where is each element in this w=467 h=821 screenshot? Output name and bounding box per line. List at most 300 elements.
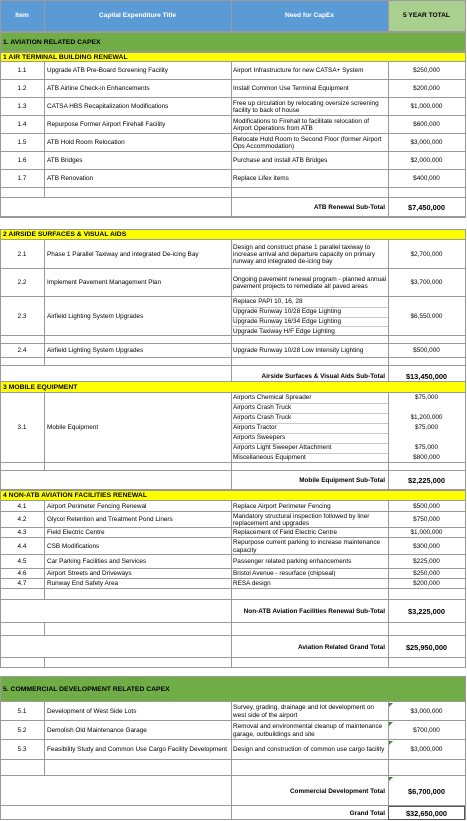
expenditure-title: [44, 80, 231, 98]
grid-line: [0, 676, 1, 702]
five-year-total-text: $3,000,000: [410, 139, 443, 147]
commercial-subtotal: [0, 776, 465, 806]
expenditure-title: [44, 393, 231, 463]
grid-line: [231, 538, 232, 555]
five-year-total-line: $800,000: [413, 454, 440, 462]
capex-need: [231, 269, 388, 297]
grid-line: [388, 269, 389, 297]
grid-line: [465, 98, 466, 116]
expenditure-title-text: Airfield Lighting System Upgrades: [47, 312, 144, 320]
five-year-total-line: $75,000: [414, 444, 439, 452]
grid-line: [231, 98, 232, 116]
grid-line: [0, 297, 1, 336]
item-number: [0, 269, 44, 297]
comment-marker: [389, 777, 393, 781]
grid-line: [0, 240, 1, 269]
expenditure-title: [44, 98, 231, 116]
grid-line: [388, 240, 389, 269]
grid-line: [0, 32, 1, 52]
grid-line: [231, 623, 232, 636]
section-aviation-band-label: 1. AVIATION RELATED CAPEX: [3, 38, 101, 46]
five-year-total-text: $400,000: [413, 175, 440, 183]
grid-line: [465, 358, 466, 366]
grid-line: [44, 512, 45, 528]
commercial-row: [0, 740, 465, 760]
airside-row: [0, 240, 465, 269]
grid-line: [231, 512, 232, 528]
grid-line: [44, 336, 45, 344]
grid-line: [231, 600, 232, 623]
five-year-total: [388, 80, 465, 98]
item-number: [0, 240, 44, 269]
grid-line: [388, 463, 389, 471]
grid-line: [231, 463, 232, 471]
grid-line: [465, 740, 466, 760]
expenditure-title: [44, 555, 231, 569]
grid-line: [44, 702, 45, 721]
grid-line: [231, 344, 232, 358]
atb-subtotal-value: $7,450,000: [408, 203, 445, 212]
capex-need: [231, 702, 388, 721]
grid-line: [465, 512, 466, 528]
grid-line: [465, 381, 466, 393]
header-total: [388, 0, 465, 32]
expenditure-title-text: Mobile Equipment: [47, 424, 99, 432]
grid-line: [465, 297, 466, 336]
expenditure-title: [44, 240, 231, 269]
grid-line: [465, 721, 466, 740]
group-airside-band-label: 2 AIRSIDE SURFACES & VISUAL AIDS: [3, 231, 127, 238]
airside-row-lighting: [0, 297, 465, 336]
grid-line: [231, 358, 232, 366]
grid-line: [388, 188, 389, 198]
grid-line: [388, 98, 389, 116]
grid-line: [388, 512, 389, 528]
grid-line: [44, 740, 45, 760]
grid-line: [465, 0, 466, 32]
capex-need-text: RESA design: [233, 580, 271, 588]
capex-need-line: Airports Tractor: [233, 424, 277, 432]
grid-line: [465, 52, 466, 62]
grid-line: [388, 623, 389, 636]
grid-line: [0, 702, 1, 721]
grid-line: [231, 297, 232, 336]
grid-line: [231, 740, 232, 760]
comment-marker: [389, 722, 393, 726]
item-number-text: 4.7: [17, 580, 27, 588]
five-year-total-line: $1,200,000: [410, 414, 443, 422]
grid-line: [465, 806, 466, 820]
five-year-total-text: $225,000: [413, 558, 440, 566]
item-number: [0, 116, 44, 134]
aviation-grand-total-label: Aviation Related Grand Total: [298, 643, 385, 651]
item-number-text: 1.3: [17, 103, 27, 111]
grid-line: [44, 0, 45, 32]
commercial-subtotal-label: Commercial Development Total: [289, 787, 385, 795]
grid-line: [44, 62, 45, 80]
header-total-text: 5 YEAR TOTAL: [403, 12, 450, 20]
grid-line: [388, 358, 389, 366]
grid-line: [465, 336, 466, 344]
grid-line: [231, 134, 232, 152]
five-year-total: [388, 269, 465, 297]
item-number-text: 4.5: [17, 558, 27, 566]
grid-line: [231, 501, 232, 512]
aviation-grand-total-value: $25,950,000: [405, 642, 448, 652]
grid-line: [388, 579, 389, 589]
grid-line: [0, 62, 1, 80]
grid-line: [0, 490, 1, 501]
item-number-text: 1.6: [17, 157, 27, 165]
capex-need: [231, 740, 388, 760]
item-number: [0, 702, 44, 721]
five-year-total-text: $250,000: [413, 67, 440, 75]
five-year-total-text: $700,000: [413, 726, 440, 734]
five-year-total: [388, 538, 465, 555]
capex-need-line: Miscellaneous Equipment: [233, 454, 306, 462]
grand-total-value: $32,650,000: [405, 808, 448, 818]
mobile-row: [0, 393, 465, 463]
item-number: [0, 170, 44, 188]
capex-need-text: Replace Airport Perimeter Fencing: [233, 502, 331, 510]
five-year-total-text: $500,000: [413, 347, 440, 355]
grid-line: [388, 0, 389, 32]
capex-need: [231, 116, 388, 134]
grid-line: [388, 152, 389, 170]
grid-line: [0, 152, 1, 170]
grid-line: [465, 240, 466, 269]
grid-line: [0, 471, 1, 490]
five-year-total-text: $600,000: [413, 121, 440, 129]
spacer-row: [0, 760, 465, 776]
expenditure-title-text: Runway End Safety Area: [47, 580, 119, 588]
nonatb-row: [0, 538, 465, 555]
grid-line: [0, 555, 1, 569]
grid-line: [231, 471, 232, 490]
five-year-total: [388, 721, 465, 740]
grid-line: [0, 217, 1, 218]
grid-line: [465, 62, 466, 80]
capex-need: [231, 80, 388, 98]
atb-row: [0, 170, 465, 188]
grid-line: [0, 569, 1, 579]
grid-line: [231, 170, 232, 188]
item-number: [0, 152, 44, 170]
grid-line: [0, 269, 1, 297]
grid-line: [44, 579, 45, 589]
five-year-total-line: $75,000: [414, 424, 439, 432]
grid-line: [465, 217, 466, 218]
capex-need: [231, 62, 388, 80]
grid-line: [231, 152, 232, 170]
grid-line: [0, 217, 465, 218]
expenditure-title: [44, 538, 231, 555]
grid-line: [231, 269, 232, 297]
grid-line: [0, 776, 1, 806]
section-aviation-band: [0, 32, 465, 52]
grid-line: [465, 760, 466, 776]
grid-line: [388, 658, 389, 668]
grid-line: [231, 80, 232, 98]
grid-line: [44, 98, 45, 116]
five-year-total-text: $300,000: [413, 542, 440, 550]
capex-need-text: Repurpose current parking to increase maintenance capacity: [233, 539, 381, 554]
expenditure-title-text: Demolish Old Maintenance Garage: [47, 726, 147, 734]
grid-line: [388, 589, 389, 600]
item-number-text: 4.2: [17, 516, 27, 524]
item-number-text: 2.4: [17, 347, 27, 355]
nonatb-row: [0, 555, 465, 569]
expenditure-title-text: Phase 1 Parallel Taxiway and integrated De-icing Bay: [47, 250, 199, 258]
grid-line: [44, 297, 45, 336]
grid-line: [388, 116, 389, 134]
five-year-total: [388, 98, 465, 116]
item-number-text: 4.4: [17, 542, 27, 550]
expenditure-title-text: ATB Renovation: [47, 175, 94, 183]
grid-line: [388, 528, 389, 538]
item-number: [0, 740, 44, 760]
grid-line: [0, 52, 465, 53]
item-number: [0, 297, 44, 336]
capex-need-text: Bristol Avenue - resurface (chipseal): [233, 570, 336, 578]
atb-row: [0, 116, 465, 134]
expenditure-title: [44, 269, 231, 297]
grid-line: [44, 240, 45, 269]
header-title-text: Capital Expenditure Title: [98, 12, 177, 20]
grid-line: [231, 188, 232, 198]
five-year-total-line: $75,000: [414, 394, 439, 402]
grid-line: [465, 188, 466, 198]
grid-line: [388, 198, 389, 217]
grid-line: [388, 393, 389, 463]
grid-line: [465, 463, 466, 471]
group-mobile-band-label: 3 MOBILE EQUIPMENT: [3, 383, 78, 391]
grid-line: [388, 471, 389, 490]
five-year-total: [388, 170, 465, 188]
expenditure-title: [44, 702, 231, 721]
section-commercial-band: [0, 676, 465, 702]
commercial-row: [0, 702, 465, 721]
grid-line: [231, 776, 232, 806]
five-year-total: [388, 344, 465, 358]
atb-row: [0, 62, 465, 80]
mobile-subtotal-label: Mobile Equipment Sub-Total: [299, 477, 385, 484]
grid-line: [388, 538, 389, 555]
expenditure-title-text: Upgrade ATB Pre-Board Screening Facility: [47, 67, 169, 75]
grid-line: [231, 393, 232, 463]
grid-line: [44, 623, 45, 636]
header-item-text: Item: [15, 12, 29, 20]
expenditure-title-text: ATB Airline Check-in Enhancements: [47, 85, 150, 93]
airside-row: [0, 269, 465, 297]
grid-line: [465, 269, 466, 297]
five-year-total: [388, 512, 465, 528]
grid-line: [465, 636, 466, 658]
grid-line: [388, 760, 389, 776]
capex-need-text: Free up circulation by relocating oversize screening facility to back of house: [233, 99, 379, 114]
grid-line: [465, 198, 466, 217]
grid-line: [0, 760, 1, 776]
expenditure-title: [44, 740, 231, 760]
atb-row: [0, 98, 465, 116]
grid-line: [44, 170, 45, 188]
item-number: [0, 538, 44, 555]
five-year-total: [388, 152, 465, 170]
grid-line: [0, 538, 1, 555]
grid-line: [0, 600, 1, 623]
section-commercial-band-label: 5. COMMERCIAL DEVELOPMENT RELATED CAPEX: [3, 685, 170, 693]
capex-need-text: Design and construction of common use cargo facility: [233, 746, 385, 754]
capex-need-text: Ongoing pavement renewal program - planned annual pavement projects to remediate all paved areas: [233, 275, 387, 290]
grid-line: [388, 569, 389, 579]
item-number-text: 5.2: [17, 726, 27, 734]
grid-line: [0, 198, 1, 217]
grid-line: [231, 589, 232, 600]
grid-line: [231, 0, 232, 32]
grid-line: [44, 569, 45, 579]
five-year-total-text: $750,000: [413, 516, 440, 524]
item-number-text: 4.6: [17, 570, 27, 578]
grid-line: [0, 623, 1, 636]
grid-line: [44, 344, 45, 358]
grid-line: [0, 336, 1, 344]
expenditure-title: [44, 62, 231, 80]
grid-line: [0, 676, 465, 677]
expenditure-title-text: Repurpose Former Airport Firehall Facility: [47, 121, 166, 129]
item-number-text: 1.5: [17, 139, 27, 147]
grid-line: [44, 463, 45, 471]
expenditure-title: [44, 512, 231, 528]
five-year-total-text: $1,000,000: [410, 529, 443, 537]
expenditure-title-text: Glycol Retention and Treatment Pond Liners: [47, 516, 173, 524]
expenditure-title-text: CATSA HBS Recapitalization Modifications: [47, 103, 169, 111]
mobile-subtotal-value: $2,225,000: [408, 476, 445, 485]
expenditure-title-text: Implement Pavement Management Plan: [47, 279, 162, 287]
grid-line: [44, 152, 45, 170]
grid-line: [0, 98, 1, 116]
grid-line: [44, 528, 45, 538]
grid-line: [388, 336, 389, 344]
grid-line: [465, 229, 466, 240]
grid-line: [231, 198, 232, 217]
grid-line: [231, 579, 232, 589]
commercial-row: [0, 721, 465, 740]
expenditure-title-text: Airfield Lighting System Upgrades: [47, 347, 144, 355]
grid-line: [44, 589, 45, 600]
item-number-text: 1.4: [17, 121, 27, 129]
grid-line: [231, 702, 232, 721]
atb-row: [0, 134, 465, 152]
grid-line: [465, 623, 466, 636]
item-number-text: 1.1: [17, 67, 27, 75]
item-number-text: 4.3: [17, 529, 27, 537]
expenditure-title-text: Airport Perimeter Fencing Renewal: [47, 502, 147, 510]
grid-line: [44, 358, 45, 366]
capex-need-text: Airport Infrastructure for new CATSA+ System: [233, 67, 364, 75]
grid-line: [231, 569, 232, 579]
grid-line: [465, 569, 466, 579]
grid-line: [465, 116, 466, 134]
grid-line: [231, 528, 232, 538]
capex-need-text: Passenger related parking enhancements: [233, 558, 352, 566]
capex-need-line: Upgrade Taxiway H/F Edge Lighting: [233, 327, 335, 335]
grid-line: [388, 501, 389, 512]
grid-line: [0, 636, 1, 658]
grid-line: [44, 134, 45, 152]
item-number-text: 4.1: [17, 502, 27, 510]
five-year-total-text: $250,000: [413, 570, 440, 578]
airside-subtotal-label: Airside Surfaces & Visual Aids Sub-Total: [261, 372, 385, 380]
grid-line: [0, 381, 465, 382]
grid-line: [0, 134, 1, 152]
five-year-total-text: $200,000: [413, 580, 440, 588]
grid-line: [388, 297, 389, 336]
grid-line: [0, 393, 1, 463]
capex-need-text: Replacement of Field Electric Centre: [233, 529, 338, 537]
aviation-grand-total: [0, 636, 465, 658]
capex-need-text: Survey, grading, drainage and lot development on west side of the airport: [233, 704, 374, 719]
grid-line: [231, 116, 232, 134]
atb-subtotal: [0, 198, 465, 217]
grid-line: [44, 80, 45, 98]
grid-line: [465, 676, 466, 702]
grid-line: [0, 512, 1, 528]
grid-line: [231, 62, 232, 80]
commercial-subtotal-value: $6,700,000: [408, 786, 445, 796]
capex-need-text: Modifications to Firehall to facilitate relocation of Airport Operations from ATB: [233, 117, 370, 132]
header-need-text: Need for CapEx: [284, 12, 335, 20]
grid-line: [465, 555, 466, 569]
grid-line: [465, 776, 466, 806]
capex-need-line: Airports Crash Truck: [233, 404, 292, 412]
five-year-total-text: $1,000,000: [410, 103, 443, 111]
capex-need: [231, 538, 388, 555]
grid-line: [465, 658, 466, 668]
expenditure-title-text: ATB Bridges: [47, 157, 83, 165]
grid-line: [388, 636, 389, 658]
expenditure-title: [44, 116, 231, 134]
grid-line: [44, 188, 45, 198]
expenditure-title: [44, 297, 231, 336]
capex-need-text: Upgrade Runway 10/28 Low Intensity Lighting: [233, 347, 364, 355]
capex-need-text: Purchase and install ATB Bridges: [233, 157, 328, 165]
expenditure-title-text: Development of West Side Lots: [47, 707, 137, 715]
capex-need: [231, 344, 388, 358]
header-item: [0, 0, 44, 32]
grid-line: [0, 667, 465, 668]
grid-line: [465, 702, 466, 721]
item-number: [0, 98, 44, 116]
capex-need-line: Airports Crash Truck: [233, 414, 292, 422]
item-number: [0, 721, 44, 740]
grid-line: [0, 229, 1, 240]
grid-line: [0, 358, 1, 366]
five-year-total-text: $2,000,000: [410, 157, 443, 165]
grid-line: [465, 32, 466, 52]
item-number-text: 2.3: [17, 312, 27, 320]
grid-line: [465, 134, 466, 152]
five-year-total: [388, 555, 465, 569]
grid-line: [44, 760, 45, 776]
item-number-text: 2.2: [17, 279, 27, 287]
grand-total-border: [388, 806, 465, 820]
grid-line: [465, 528, 466, 538]
grid-line: [388, 555, 389, 569]
grid-line: [388, 170, 389, 188]
grid-line: [231, 636, 232, 658]
capex-need-text: Removal and environmental cleanup of maintenance garage, outbuildings and site: [233, 723, 383, 738]
capex-need-line: Airports Light Sweeper Attachment: [233, 444, 332, 452]
